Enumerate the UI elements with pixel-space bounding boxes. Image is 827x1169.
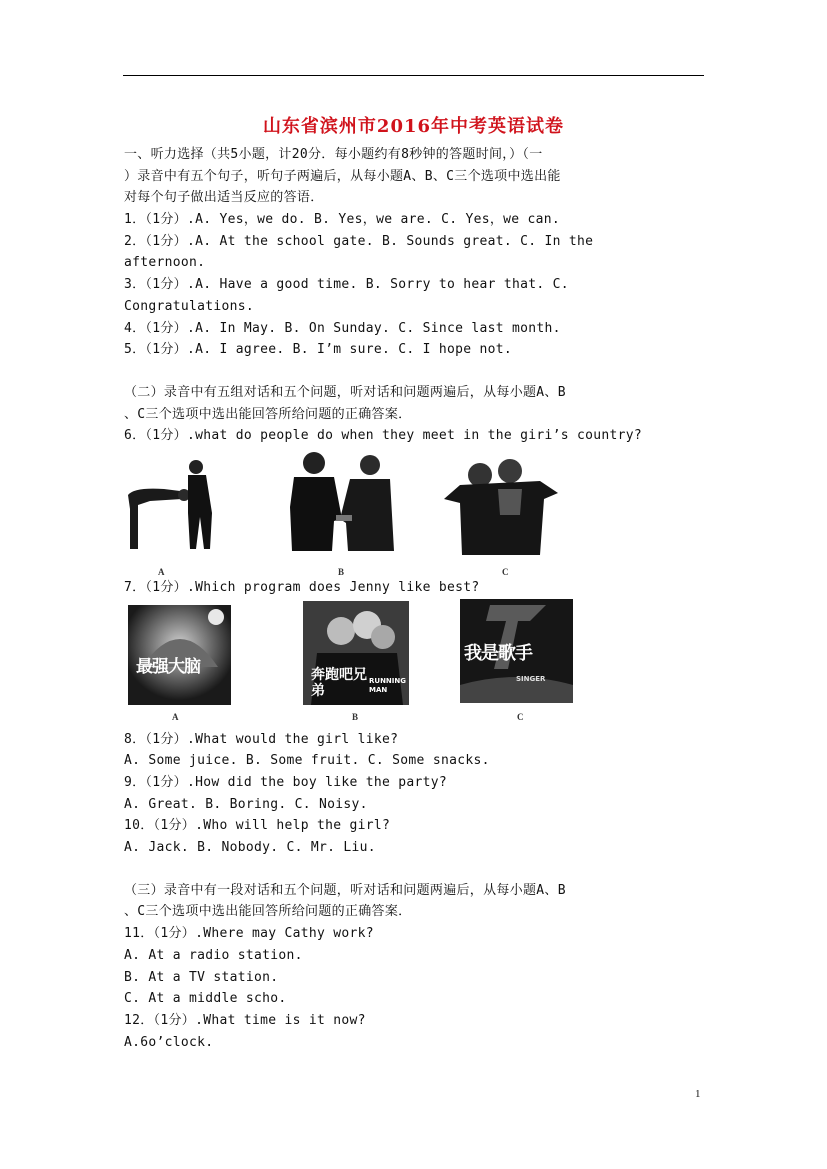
exam-content: [124, 144, 706, 1053]
question-line: 8．（1分）.What would the girl like?: [124, 731, 399, 747]
question-line: 11．（1分）.Where may Cathy work?: [124, 926, 374, 942]
question-line: 1．（1分）.A. Yes，we do. B. Yes，we are. C. Yes，we can.: [124, 212, 561, 228]
q7-picture-row: [124, 599, 706, 729]
option-label: C: [502, 566, 509, 577]
hug-image: [440, 455, 562, 555]
page-title: 山东省滨州市2016年中考英语试卷: [262, 116, 565, 137]
question-line: 3．（1分）.A. Have a good time. B. Sorry to hear that. C.: [124, 277, 569, 293]
question-line: A. At a radio station.: [124, 947, 303, 963]
question-line: C. At a middle scho.: [124, 991, 287, 1007]
option-label: C: [517, 711, 524, 722]
question-line: 9．（1分）.How did the boy like the party?: [124, 775, 448, 790]
program-logo-c: [460, 599, 573, 703]
section1-heading-line: 对每个句子做出适当反应的答语．: [124, 190, 324, 206]
question-line: A.6o’clock.: [124, 1034, 214, 1050]
logo-text: 最强大脑: [136, 656, 200, 677]
header-rule: [123, 75, 704, 76]
bowing-image: [124, 453, 224, 555]
logo-subtext: RUNNING MAN: [369, 676, 406, 694]
question-line: 7．（1分）.Which program does Jenny like best?: [124, 579, 480, 595]
option-label: B: [338, 566, 345, 577]
section3-heading-line: （三）录音中有一段对话和五个问题，听对话和问题两遍后，从每小题A、B: [124, 882, 566, 898]
q6-picture-row: [124, 447, 706, 577]
logo-subtext: SINGER: [516, 674, 546, 683]
question-line: 4．（1分）.A. In May. B. On Sunday. C. Since last month.: [124, 320, 561, 336]
question-line: B. At a TV station.: [124, 969, 279, 985]
page-number: 1: [695, 1088, 701, 1100]
option-label: A: [158, 566, 165, 577]
option-label: A: [172, 711, 179, 722]
question-line: 12．（1分）.What time is it now?: [124, 1012, 366, 1028]
question-line: afternoon.: [124, 255, 206, 271]
section3-heading-line: 、C三个选项中选出能回答所给问题的正确答案．: [124, 904, 412, 920]
section2-heading-line: （二）录音中有五组对话和五个问题，听对话和问题两遍后，从每小题A、B: [124, 384, 566, 400]
question-line: 6．（1分）.what do people do when they meet in the giri’s country?: [124, 428, 643, 444]
question-line: Congratulations.: [124, 298, 255, 314]
section1-heading-line: 一、听力选择（共5小题，计20分．每小题约有8秒钟的答题时间，）（一: [124, 147, 543, 162]
question-line: A. Some juice. B. Some fruit. C. Some snacks.: [124, 753, 490, 769]
question-line: A. Jack. B. Nobody. C. Mr. Liu.: [124, 840, 376, 856]
logo-text: 我是歌手: [464, 642, 532, 664]
question-line: 2．（1分）.A. At the school gate. B. Sounds great. C. In the: [124, 233, 594, 249]
question-line: 10．（1分）.Who will help the girl?: [124, 818, 391, 834]
program-logo-b: [303, 601, 409, 705]
handshake-image: [284, 447, 398, 555]
section1-heading-line: ）录音中有五个句子，听句子两遍后，从每小题A、B、C三个选项中选出能: [124, 168, 561, 184]
section2-heading-line: 、C三个选项中选出能回答所给问题的正确答案．: [124, 406, 412, 422]
logo-text: 奔跑吧兄弟: [311, 666, 367, 699]
question-line: 5．（1分）.A. I agree. B. I’m sure. C. I hope not.: [124, 342, 513, 358]
question-line: A. Great. B. Boring. C. Noisy.: [124, 796, 368, 812]
program-logo-a: [128, 605, 231, 705]
option-label: B: [352, 711, 359, 722]
